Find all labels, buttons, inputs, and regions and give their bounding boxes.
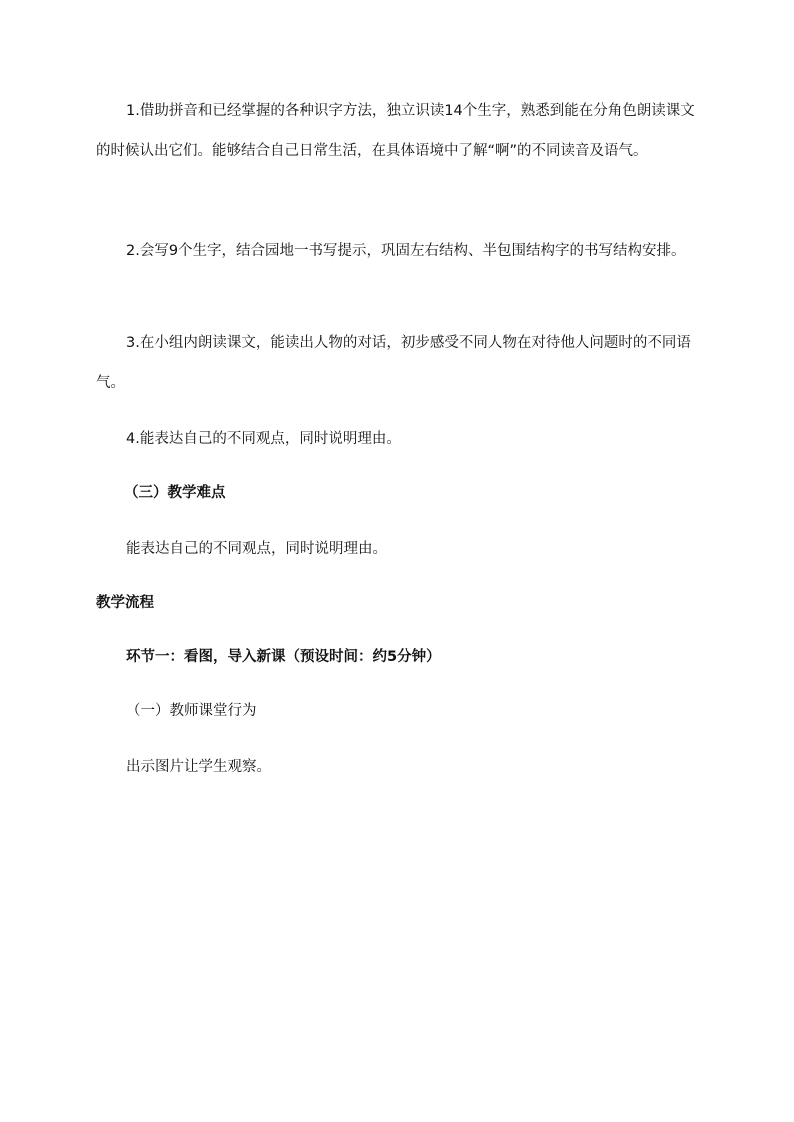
objective-3: 3.在小组内朗读课文，能读出人物的对话，初步感受不同人物在对待他人问题时的不同语气。 (96, 335, 691, 391)
process-heading: 教学流程 (96, 595, 154, 611)
objective-1: 1.借助拼音和已经掌握的各种识字方法，独立识读14个生字，熟悉到能在分角色朗读课文的时候认出它们。能够结合自己日常生活，在具体语境中了解“啊”的不同读音及语气。 (96, 103, 695, 159)
difficulty-content: 能表达自己的不同观点，同时说明理由。 (126, 541, 387, 557)
objective-4: 4.能表达自己的不同观点，同时说明理由。 (126, 431, 401, 447)
teacher-behavior-heading: （一）教师课堂行为 (126, 703, 257, 719)
step1-heading: 环节一：看图，导入新课（预设时间：约5分钟） (126, 649, 441, 665)
teacher-behavior-content: 出示图片让学生观察。 (126, 759, 271, 775)
objective-2: 2.会写9个生字，结合园地一书写提示，巩固左右结构、半包围结构字的书写结构安排。 (126, 243, 686, 259)
difficulty-heading: （三）教学难点 (124, 485, 226, 501)
